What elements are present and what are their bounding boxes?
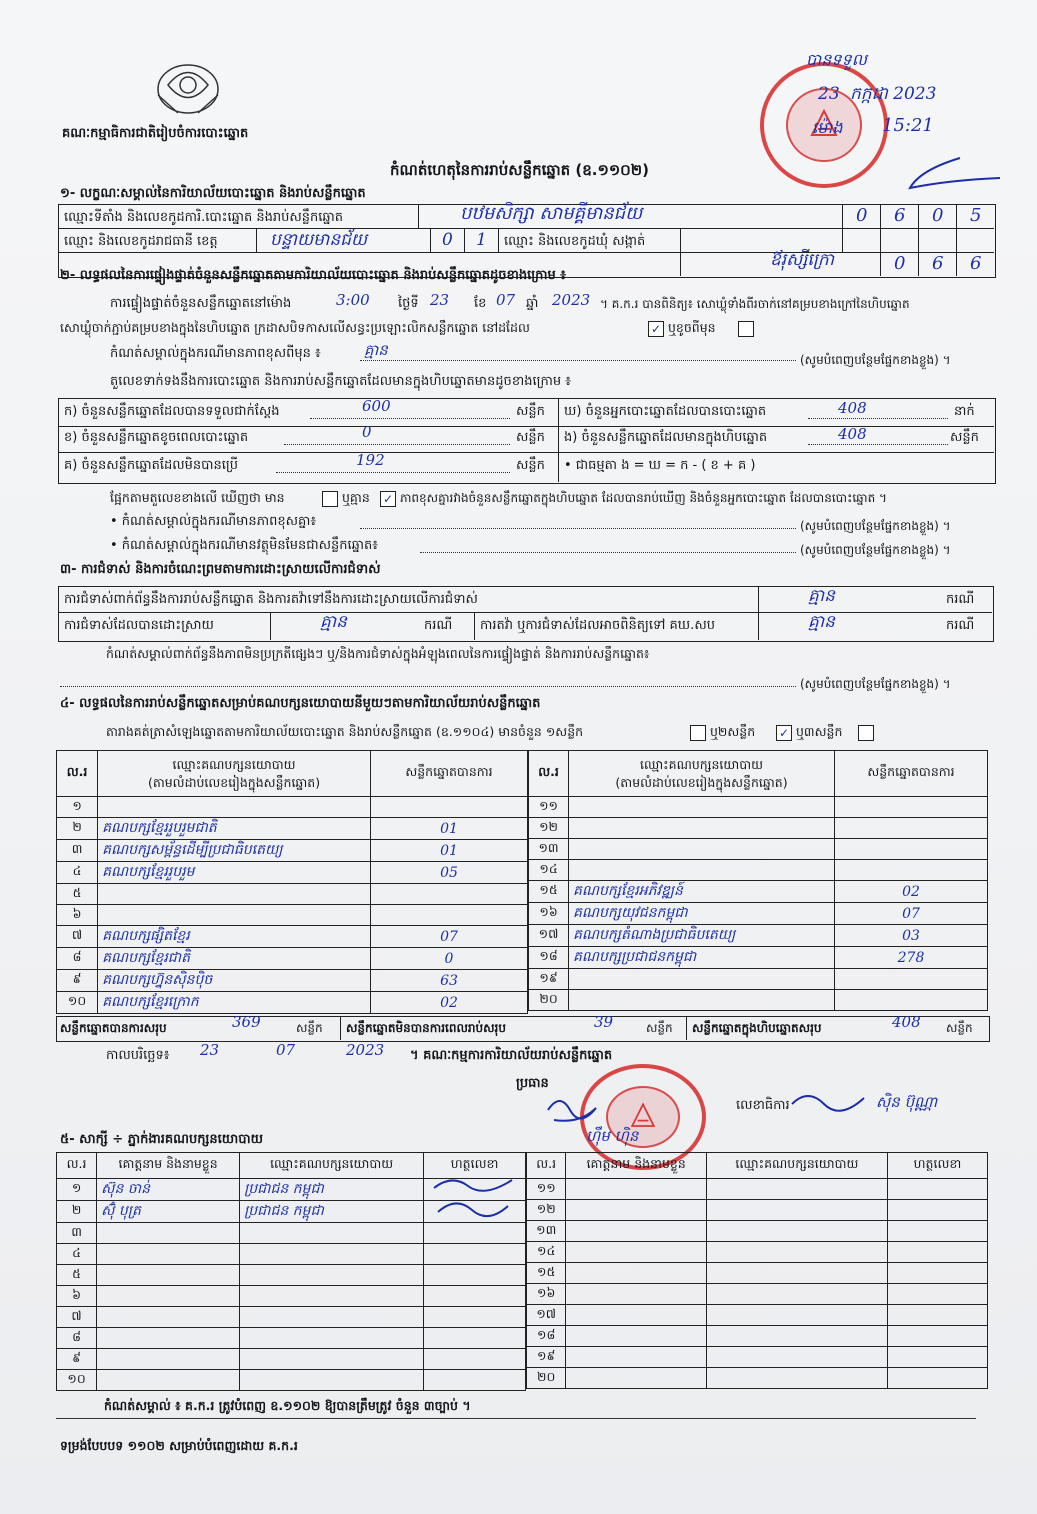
compare-a: ផ្អែកតាមតួលេខខាងលើ ឃើញថា មាន: [110, 490, 285, 505]
box-total-label: សន្លឹកឆ្នោតក្នុងហិបឆ្នោតសរុប: [692, 1021, 822, 1035]
witness-table-right: ល.រ គោត្តនាម និងនាមខ្លួន ឈ្មោះគណបក្សនយោបាយ ហត្ថលេខា ១១ ១២ ១៣ ១៤ ១៥ ១៦ ១៧ ១៨ ១៩ ២០: [526, 1152, 988, 1389]
sheet-count-line: តារាងគត់ត្រាសំឡេងឆ្នោតតាមការិយាល័យបោះឆ្នោត និងរាប់សន្លឹកឆ្នោត (ឧ.១១០៤) មានចំនួន ១សន្លឹក: [106, 724, 584, 739]
row-b-value: 0: [362, 423, 372, 441]
witness-name: [97, 1328, 240, 1349]
witness-name: [566, 1179, 707, 1200]
objection-row2b-label: ការតវ៉ា ឬការជំទាស់ដែលអាចពិនិត្យទៅ គឃ.សប: [480, 618, 715, 633]
result-row: [529, 903, 988, 925]
verify-time: 3:00: [336, 291, 370, 309]
witness-name: [566, 1347, 707, 1368]
result-row: [529, 925, 988, 947]
result-party: [98, 797, 371, 818]
chair-label: ប្រធាន: [516, 1076, 549, 1091]
witness-signature-cell: [887, 1305, 987, 1326]
commune-code-1: 0: [894, 253, 906, 274]
sheet-3-checkbox[interactable]: [858, 725, 874, 741]
result-no: ៦: [57, 905, 98, 926]
result-no: ២០: [529, 990, 569, 1011]
result-no: ១៥: [529, 881, 569, 903]
witness-party: [706, 1221, 887, 1242]
witness-signatures: [428, 1172, 518, 1222]
fill-hint-3: (សូមបំពេញបន្ថែមផ្នែកខាងខ្លួង) ។: [800, 543, 951, 557]
witness-signature-cell: [887, 1326, 987, 1347]
result-party: [569, 990, 835, 1011]
witness-party: ប្រជាជន កម្ពុជា: [240, 1179, 424, 1201]
witness-no: ១១: [527, 1179, 566, 1200]
witness-no: ១៨: [527, 1326, 566, 1347]
result-votes: 0: [370, 948, 527, 970]
result-no: ៩: [57, 970, 98, 992]
station-label: ឈ្មោះទីតាំង និងលេខកូដការិ.បោះឆ្នោត និងរាប់សន្លឹកឆ្នោត: [64, 210, 343, 225]
handwritten-signature-top: [890, 150, 1010, 200]
section4-title: ៤- លទ្ធផលនៃការរាប់សន្លឹកឆ្នោតសម្រាប់គណបក្សនយោបាយនីមួយៗតាមការិយាល័យរាប់សន្លឹកឆ្នោត: [60, 696, 541, 711]
result-votes: [370, 797, 527, 818]
witness-name: [566, 1305, 707, 1326]
witness-row: [527, 1179, 988, 1200]
witness-name: [97, 1349, 240, 1370]
result-row: [57, 840, 528, 862]
witness-signature-cell: [424, 1328, 526, 1349]
difference-note-label: កំណត់សម្គាល់ក្នុងករណីមានភាពខុសពីមុន ៖: [110, 346, 321, 361]
valid-total-unit: សន្លឹក: [296, 1021, 323, 1035]
witness-row: [527, 1347, 988, 1368]
results-table-right: ល.រ ឈ្មោះគណបក្សនយោបាយ (តាមលំដាប់លេខរៀងក្នុងសន្លឹកឆ្នោត) សន្លឹកឆ្នោតបានការ ១១ ១២ ១៣ ១៤ ១៥ គណបក្សខ្មែរអភិវឌ្ឍន៍ 02 ១៦ គណបក្សយុវជនកម្ពុជា 07 ១៧ គណបក្សតំណាងប្រជាធិបតេយ្យ 03 ១៨ គណបក្សប្រជាជនកម្ពុជា 278 ១៩ ២០: [528, 750, 988, 1011]
witness-no: ១៤: [527, 1242, 566, 1263]
totals-box: [56, 1013, 990, 1042]
result-party: គណបក្សខ្មែររួបរួមជាតិ: [98, 818, 371, 840]
result-votes: 278: [834, 947, 987, 969]
witness-row: [57, 1244, 526, 1265]
witness-signature-cell: [424, 1349, 526, 1370]
result-row: [529, 860, 988, 881]
witness-name: [97, 1223, 240, 1244]
invalid-total: 39: [594, 1013, 614, 1031]
result-party: [569, 860, 835, 881]
row-e-value: 408: [838, 425, 867, 443]
result-votes: [834, 860, 987, 881]
witness-no: ១: [57, 1179, 97, 1201]
result-row: [529, 797, 988, 818]
result-row: [57, 948, 528, 970]
witness-row: [527, 1326, 988, 1347]
sheet-opt2: ឬ២សន្លឹក: [710, 724, 756, 739]
witness-party: [706, 1242, 887, 1263]
province-code-2: 1: [476, 230, 487, 250]
result-votes: 02: [834, 881, 987, 903]
seal-broken-checkbox[interactable]: [738, 321, 754, 337]
witness-no: ១២: [527, 1200, 566, 1221]
results-table-left: ល.រ ឈ្មោះគណបក្សនយោបាយ (តាមលំដាប់លេខរៀងក្នុងសន្លឹកឆ្នោត) សន្លឹកឆ្នោតបានការ ១ ២ គណបក្សខ្មែររួបរួមជាតិ 01 ៣ គណបក្សសម្ព័ន្ធដើម្បីប្រជាធិបតេយ្យ 01 ៤ គណបក្សខ្មែររួបរួម 05 ៥ ៦ ៧ គណបក្សផ្សិតខ្មែរ 07 ៨ គណបក្សខ្មែរជាតិ 0 ៩ គណបក្សហ្វ៊ុនស៊ិនប៉ិច 63 ១០ គណបក្សខ្មែរក្រោក 02: [56, 750, 528, 1014]
witness-signature-cell: [887, 1284, 987, 1305]
witness-signature-cell: [424, 1244, 526, 1265]
result-row: [57, 992, 528, 1014]
date-month: 07: [276, 1041, 296, 1059]
result-party: គណបក្សខ្មែរអភិវឌ្ឍន៍: [569, 881, 835, 903]
witness-name: [97, 1244, 240, 1265]
witness-no: ១៣: [527, 1221, 566, 1242]
valid-total-label: សន្លឹកឆ្នោតបានការសរុប: [60, 1021, 167, 1035]
result-votes: 05: [370, 862, 527, 884]
result-no: ៥: [57, 884, 98, 905]
section3-title: ៣- ការជំទាស់ និងការចំណេះព្រមតាមការដោះស្រាយលើការជំទាស់: [60, 562, 381, 577]
witness-no: ១៦: [527, 1284, 566, 1305]
result-party: [569, 969, 835, 990]
result-no: ៨: [57, 948, 98, 970]
section1-title: ១- លក្ខណៈសម្គាល់នៃការិយាល័យបោះឆ្នោត និងរាប់សន្លឹកឆ្នោត: [60, 186, 366, 201]
no-difference-checkbox[interactable]: ✓: [380, 491, 396, 507]
witness-no: ៥: [57, 1265, 97, 1286]
fill-hint-4: (សូមបំពេញបន្ថែមផ្នែកខាងខ្លួង) ។: [800, 677, 951, 691]
result-no: ១២: [529, 818, 569, 839]
result-party: គណបក្សផ្សិតខ្មែរ: [98, 926, 371, 948]
witness-name: [97, 1286, 240, 1307]
compare-c: ភាពខុសគ្នារវាងចំនួនសន្លឹកឆ្នោតក្នុងហិបឆ្នោត ដែលបានរាប់ឃើញ និងចំនួនអ្នកបោះឆ្នោត ដែលបានបោះឆ្នោត ។: [400, 491, 887, 505]
result-party: គណបក្សប្រជាជនកម្ពុជា: [569, 947, 835, 969]
result-votes: [834, 797, 987, 818]
witness-row: [57, 1223, 526, 1244]
result-party: គណបក្សហ្វ៊ុនស៊ិនប៉ិច: [98, 970, 371, 992]
row-c-unit: សន្លឹក: [516, 458, 545, 473]
witness-row: [57, 1370, 526, 1391]
witness-signature-cell: [887, 1368, 987, 1389]
result-party: គណបក្សយុវជនកម្ពុជា: [569, 903, 835, 925]
row-e-unit: សន្លឹក: [950, 430, 979, 445]
result-party: [569, 839, 835, 860]
station-name: បឋមសិក្សា សាមគ្គីមានជ័យ: [460, 203, 643, 224]
station-code-2: 6: [894, 205, 906, 226]
result-no: ១: [57, 797, 98, 818]
received-time: 15:21: [882, 115, 934, 136]
province-label: ឈ្មោះ និងលេខកូដរាជធានី ខេត្ត: [64, 234, 218, 249]
date-year: 2023: [346, 1041, 385, 1059]
result-row: [57, 797, 528, 818]
witness-party: [706, 1263, 887, 1284]
verify-line1e: ។ គ.ក.រ បានពិនិត្យ៖ សោឃ្លុំទាំងពីរចាក់នៅគម្របខាងក្រៅនៃហិបឆ្នោត: [600, 297, 910, 311]
row-b-label: ខ) ចំនួនសន្លឹកឆ្នោតខូចពេលបោះឆ្នោត: [64, 430, 249, 445]
committee-name: គណៈកម្មាធិការជាតិរៀបចំការបោះឆ្នោត: [62, 126, 249, 141]
witness-party: [240, 1223, 424, 1244]
station-code-3: 0: [932, 205, 944, 226]
result-row: [529, 990, 988, 1011]
result-row: [529, 839, 988, 860]
witness-row: [57, 1349, 526, 1370]
has-difference-checkbox[interactable]: [322, 491, 338, 507]
result-row: [57, 884, 528, 905]
witness-name: [97, 1307, 240, 1328]
witness-party: [240, 1307, 424, 1328]
result-no: ១៣: [529, 839, 569, 860]
witness-name: ស៊ុំ បុត្រ: [97, 1201, 240, 1223]
witness-no: ១៥: [527, 1263, 566, 1284]
result-votes: 07: [834, 903, 987, 925]
witness-name: [97, 1370, 240, 1391]
section5-title: ៥- សាក្សី ÷ ភ្នាក់ងារគណបក្សនយោបាយ: [60, 1132, 263, 1147]
result-party: គណបក្សខ្មែរក្រោក: [98, 992, 371, 1014]
date-suffix: ។ គណៈកម្មការការិយាល័យរាប់សន្លឹកឆ្នោត: [410, 1048, 613, 1063]
witness-no: ៧: [57, 1307, 97, 1328]
row-a-value: 600: [362, 397, 391, 415]
chair-signature: [540, 1090, 610, 1130]
objection-row1-unit: ករណី: [946, 592, 975, 607]
valid-total: 369: [232, 1013, 261, 1031]
date-day: 23: [200, 1041, 220, 1059]
witness-signature-cell: [424, 1370, 526, 1391]
witness-row: [527, 1305, 988, 1326]
verify-year: 2023: [552, 291, 591, 309]
result-row: [57, 818, 528, 840]
verify-line1c: ខែ: [474, 296, 487, 311]
result-no: ៤: [57, 862, 98, 884]
objection-row2-value: គ្មាន: [320, 612, 347, 632]
row-f-formula: • ជាធម្មតា ង = ឃ = ក - ( ខ + គ ): [564, 458, 756, 473]
result-party: គណបក្សតំណាងប្រជាធិបតេយ្យ: [569, 925, 835, 947]
commune-code-3: 6: [970, 253, 982, 274]
witness-signature-cell: [887, 1179, 987, 1200]
commune-label: ឈ្មោះ និងលេខកូដឃុំ សង្កាត់: [504, 234, 646, 249]
result-no: ១៩: [529, 969, 569, 990]
result-votes: [370, 905, 527, 926]
witness-no: ២: [57, 1201, 97, 1223]
station-code-4: 5: [970, 205, 982, 226]
result-party: គណបក្សខ្មែររួបរួម: [98, 862, 371, 884]
witness-party: ប្រជាជន កម្ពុជា: [240, 1201, 424, 1223]
result-no: ១៨: [529, 947, 569, 969]
verify-line1d: ឆ្នាំ: [526, 296, 539, 311]
witness-signature-cell: [887, 1263, 987, 1284]
objection-row1-value: គ្មាន: [808, 586, 835, 606]
secretary-label: លេខាធិការ: [736, 1098, 790, 1113]
row-c-label: គ) ចំនួនសន្លឹកឆ្នោតដែលមិនបានប្រើ: [64, 458, 238, 473]
national-emblem-icon: [148, 55, 228, 119]
result-party: [569, 818, 835, 839]
witness-row: [57, 1328, 526, 1349]
fill-hint-2: (សូមបំពេញបន្ថែមផ្នែកខាងខ្លួង) ។: [800, 519, 951, 533]
witness-signature-cell: [424, 1286, 526, 1307]
witness-signature-cell: [887, 1347, 987, 1368]
box-total-unit: សន្លឹក: [946, 1021, 973, 1035]
difference-note-value: គ្មាន: [364, 341, 388, 359]
witness-signature-cell: [887, 1200, 987, 1221]
verify-month: 07: [496, 291, 516, 309]
result-no: ៧: [57, 926, 98, 948]
witness-party: [706, 1326, 887, 1347]
witness-no: ១៧: [527, 1305, 566, 1326]
sheet-1-checkbox[interactable]: [690, 725, 706, 741]
witness-no: ១៩: [527, 1347, 566, 1368]
witness-party: [706, 1179, 887, 1200]
verify-line1b: ថ្ងៃទី: [398, 296, 419, 311]
witness-signature-cell: [424, 1265, 526, 1286]
result-row: [529, 818, 988, 839]
verify-line2-yes: ឬខូចពីមុន: [668, 320, 716, 335]
witness-name: ស៊ុន ចាន់: [97, 1179, 240, 1201]
result-votes: [834, 990, 987, 1011]
result-row: [529, 969, 988, 990]
received-label: បានទទួល: [806, 50, 867, 69]
received-month-year: កក្កដា 2023: [850, 84, 937, 104]
row-a-unit: សន្លឹក: [516, 404, 545, 419]
witness-signature-cell: [887, 1221, 987, 1242]
verify-line1a: ការផ្ទៀងផ្ទាត់ចំនួនសន្លឹកឆ្នោតនៅម៉ោង: [110, 296, 292, 311]
witness-row: [527, 1200, 988, 1221]
result-votes: [370, 884, 527, 905]
section2-title: ២- លទ្ធផលនៃការផ្ទៀងផ្ទាត់ចំនួនសន្លឹកឆ្នោតតាមការិយាល័យបោះឆ្នោត និងរាប់សន្លឹកឆ្នោតដូចខាងក្រោម ៖: [60, 268, 566, 283]
province-name: បន្ទាយមានជ័យ: [270, 230, 368, 250]
result-row: [529, 881, 988, 903]
witness-no: ២០: [527, 1368, 566, 1389]
objection-row2b-unit: ករណី: [946, 618, 975, 633]
witness-no: ៩: [57, 1349, 97, 1370]
result-no: ១០: [57, 992, 98, 1014]
witness-no: ៦: [57, 1286, 97, 1307]
result-row: [57, 970, 528, 992]
station-code-1: 0: [856, 205, 868, 226]
fill-hint-1: (សូមបំពេញបន្ថែមផ្នែកខាងខ្លួង) ។: [800, 353, 951, 367]
objection-row2-label: ការជំទាស់ដែលបានដោះស្រាយ: [64, 618, 214, 633]
result-votes: [834, 839, 987, 860]
objection-note: កំណត់សម្គាល់ពាក់ព័ន្ធនឹងភាពមិនប្រក្រតីផ្សេងៗ ឬ/និងការជំទាស់ក្នុងអំឡុងពេលនៃការផ្ទៀងផ្ទាត់ និងការរាប់សន្លឹកឆ្នោត៖: [106, 646, 650, 661]
sheet-opt3: ឬ៣សន្លឹក: [796, 724, 843, 739]
figures-intro: តួលេខទាក់ទងនឹងការបោះឆ្នោត និងការរាប់សន្លឹកឆ្នោតដែលមានក្នុងហិបឆ្នោតមានដូចខាងក្រោម ៖: [110, 374, 571, 389]
result-votes: 02: [370, 992, 527, 1014]
witness-name: [566, 1221, 707, 1242]
witness-signature-cell: [887, 1242, 987, 1263]
result-no: ២: [57, 818, 98, 840]
box-total: 408: [892, 1013, 921, 1031]
form-note: កំណត់សម្គាល់ ៖ គ.ក.រ ត្រូវបំពេញ ឧ.១១០២ ឱ្យបានត្រឹមត្រូវ ចំនួន ៣ច្បាប់ ។: [104, 1398, 471, 1413]
result-party: [569, 797, 835, 818]
row-a-label: ក) ចំនួនសន្លឹកឆ្នោតដែលបានទទួលជាក់ស្តែង: [64, 404, 280, 419]
result-row: [529, 947, 988, 969]
witness-party: [240, 1286, 424, 1307]
result-votes: 63: [370, 970, 527, 992]
row-e-label: ង) ចំនួនសន្លឹកឆ្នោតដែលមានក្នុងហិបឆ្នោត: [564, 430, 768, 445]
result-no: ១១: [529, 797, 569, 818]
witness-party: [240, 1328, 424, 1349]
witness-party: [240, 1370, 424, 1391]
witness-no: ៤: [57, 1244, 97, 1265]
date-label: កាលបរិច្ឆេទ៖: [106, 1048, 170, 1063]
witness-party: [706, 1347, 887, 1368]
result-party: គណបក្សខ្មែរជាតិ: [98, 948, 371, 970]
witness-row: [57, 1265, 526, 1286]
witness-row: [527, 1284, 988, 1305]
result-votes: [834, 818, 987, 839]
witness-party: [240, 1244, 424, 1265]
result-votes: 01: [370, 818, 527, 840]
witness-row: [527, 1368, 988, 1389]
witness-party: [706, 1284, 887, 1305]
chair-name: ហ៊ឹម ហ៊ិន: [586, 1127, 639, 1145]
secretary-name: ស៊ិន ប៊ុណ្ណា: [876, 1093, 938, 1111]
witness-name: [566, 1200, 707, 1221]
row-c-value: 192: [356, 451, 385, 469]
commune-name: ឪរុស្សីក្រោ: [770, 250, 835, 270]
verify-line2: សោឃ្លុំចាក់ភ្ជាប់គម្របខាងក្នុងនៃហិបឆ្នោត ក្រដាសបិទកាសលើសន្ធះប្រឡោះលិកសន្លឹកឆ្នោត នៅដដែល: [60, 320, 530, 335]
commune-code-2: 6: [932, 253, 944, 274]
objection-row2-unit: ករណី: [424, 618, 453, 633]
result-party: [98, 905, 371, 926]
witness-row: [527, 1221, 988, 1242]
secretary-signature: [788, 1084, 868, 1114]
row-d-value: 408: [838, 399, 867, 417]
witness-name: [566, 1242, 707, 1263]
witness-name: [566, 1326, 707, 1347]
witness-no: ១០: [57, 1370, 97, 1391]
witness-name: [566, 1368, 707, 1389]
objection-row2b-value: គ្មាន: [808, 612, 835, 632]
seal-intact-checkbox[interactable]: ✓: [648, 321, 664, 337]
received-time-label: ម៉ោង: [812, 118, 843, 137]
witness-signature-cell: [424, 1223, 526, 1244]
witness-table-left: ល.រ គោត្តនាម និងនាមខ្លួន ឈ្មោះគណបក្សនយោបាយ ហត្ថលេខា ១ ស៊ុន ចាន់ ប្រជាជន កម្ពុជា ២ ស៊ុំ បុត្រ ប្រជាជន កម្ពុជា ៣ ៤ ៥ ៦ ៧ ៨ ៩ ១០: [56, 1152, 526, 1391]
result-row: [57, 905, 528, 926]
witness-row: [527, 1242, 988, 1263]
witness-no: ៨: [57, 1328, 97, 1349]
witness-party: [706, 1305, 887, 1326]
result-row: [57, 926, 528, 948]
witness-name: [566, 1263, 707, 1284]
witness-row: [57, 1286, 526, 1307]
witness-row: [57, 1307, 526, 1328]
row-b-unit: សន្លឹក: [516, 430, 545, 445]
result-votes: 03: [834, 925, 987, 947]
witness-party: [706, 1368, 887, 1389]
bullet-1: • កំណត់សម្គាល់ក្នុងករណីមានភាពខុសគ្នា៖: [110, 514, 317, 529]
result-no: ៣: [57, 840, 98, 862]
witness-row: [527, 1263, 988, 1284]
result-votes: 07: [370, 926, 527, 948]
result-no: ១៤: [529, 860, 569, 881]
received-day: 23: [818, 84, 840, 104]
sheet-2-checkbox[interactable]: ✓: [776, 725, 792, 741]
bullet-2: • កំណត់សម្គាល់ក្នុងករណីមានវត្ថុមិនមែនជាសន្លឹកឆ្នោត៖: [110, 538, 378, 553]
result-votes: 01: [370, 840, 527, 862]
witness-party: [706, 1200, 887, 1221]
result-party: [98, 884, 371, 905]
row-d-label: ឃ) ចំនួនអ្នកបោះឆ្នោតដែលបានបោះឆ្នោត: [564, 404, 767, 419]
witness-party: [240, 1265, 424, 1286]
row-d-unit: នាក់: [954, 404, 975, 419]
witness-signature-cell: [424, 1307, 526, 1328]
witness-name: [566, 1284, 707, 1305]
witness-name: [97, 1265, 240, 1286]
result-no: ១៦: [529, 903, 569, 925]
form-footer: ទម្រង់បែបបទ ១១០២ សម្រាប់បំពេញដោយ គ.ក.រ: [60, 1438, 298, 1453]
invalid-total-label: សន្លឹកឆ្នោតមិនបានការពេលរាប់សរុប: [346, 1021, 506, 1035]
result-votes: [834, 969, 987, 990]
witness-party: [240, 1349, 424, 1370]
objection-row1-label: ការជំទាស់ពាក់ព័ន្ធនឹងការរាប់សន្លឹកឆ្នោត និងការតវ៉ាទៅនឹងការដោះស្រាយលើការជំទាស់: [64, 592, 478, 607]
verify-day: 23: [430, 291, 450, 309]
result-no: ១៧: [529, 925, 569, 947]
province-code-1: 0: [442, 230, 453, 250]
result-row: [57, 862, 528, 884]
invalid-total-unit: សន្លឹក: [646, 1021, 673, 1035]
compare-b: ឬគ្មាន: [342, 490, 370, 505]
form-title: កំណត់ហេតុនៃការរាប់សន្លឹកឆ្នោត (ឧ.១១០២): [390, 161, 650, 179]
result-party: គណបក្សសម្ព័ន្ធដើម្បីប្រជាធិបតេយ្យ: [98, 840, 371, 862]
witness-no: ៣: [57, 1223, 97, 1244]
